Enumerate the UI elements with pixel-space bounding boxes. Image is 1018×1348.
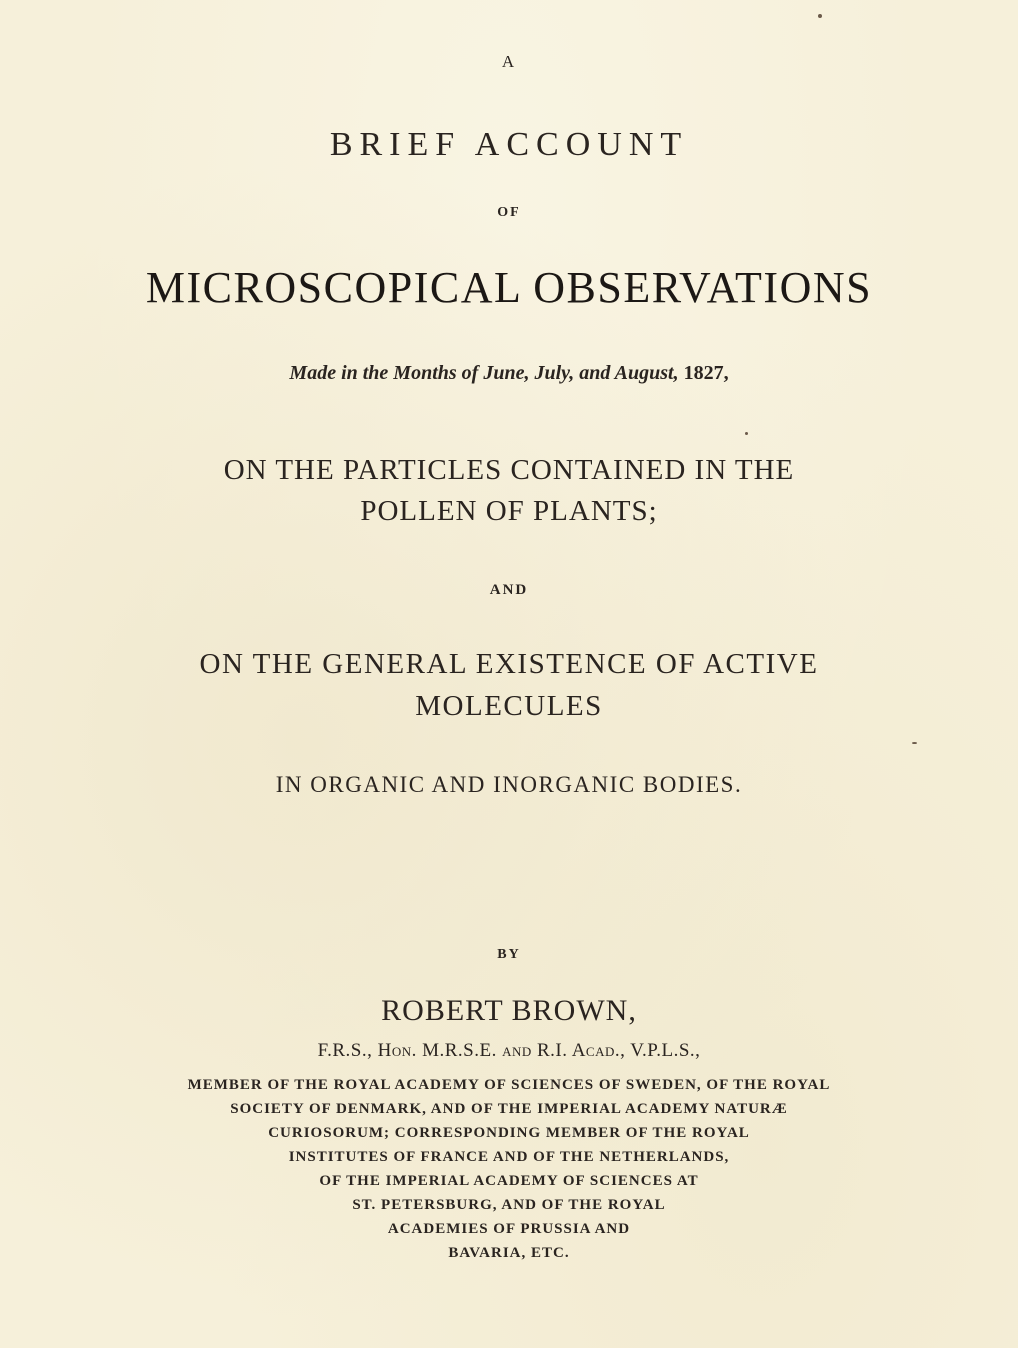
author-name: ROBERT BROWN, — [381, 994, 637, 1027]
membership-line: OF THE IMPERIAL ACADEMY OF SCIENCES AT — [319, 1173, 699, 1189]
membership-line: SOCIETY OF DENMARK, AND OF THE IMPERIAL ACADEMY NATURÆ — [230, 1101, 788, 1117]
subject-2-line-3: IN ORGANIC AND INORGANIC BODIES. — [275, 772, 743, 797]
title-article: A — [501, 52, 517, 71]
membership-line: MEMBER OF THE ROYAL ACADEMY OF SCIENCES OF SWEDEN, OF THE ROYAL — [187, 1077, 831, 1093]
membership-line: ACADEMIES OF PRUSSIA AND — [387, 1221, 631, 1237]
dates-year: 1827, — [683, 362, 729, 384]
membership-line: INSTITUTES OF FRANCE AND OF THE NETHERLANDS, — [288, 1149, 730, 1165]
title-line-1: BRIEF ACCOUNT — [329, 126, 689, 163]
membership-line: CURIOSORUM; CORRESPONDING MEMBER OF THE ROYAL — [268, 1125, 750, 1141]
subject-2-line-2: MOLECULES — [415, 690, 603, 722]
subject-1-line-1: ON THE PARTICLES CONTAINED IN THE — [223, 454, 795, 486]
paper-speck — [745, 432, 748, 435]
subject-1-line-2: POLLEN OF PLANTS; — [360, 495, 658, 527]
title-line-2: MICROSCOPICAL OBSERVATIONS — [145, 263, 873, 312]
paper-speck — [912, 742, 917, 744]
membership-line: BAVARIA, ETC. — [448, 1245, 570, 1261]
membership-line: ST. PETERSBURG, AND OF THE ROYAL — [352, 1197, 666, 1213]
title-by: BY — [497, 947, 521, 962]
title-of: OF — [497, 205, 521, 220]
dates-italic: Made in the Months of June, July, and August, — [289, 362, 679, 384]
title-and: AND — [489, 582, 529, 598]
dates-line — [0, 362, 1018, 385]
subject-2-line-1: ON THE GENERAL EXISTENCE OF ACTIVE — [199, 648, 819, 680]
paper-speck — [818, 14, 822, 18]
author-credentials: F.R.S., Hon. M.R.S.E. and R.I. Acad., V.P.L.S., — [317, 1040, 701, 1061]
